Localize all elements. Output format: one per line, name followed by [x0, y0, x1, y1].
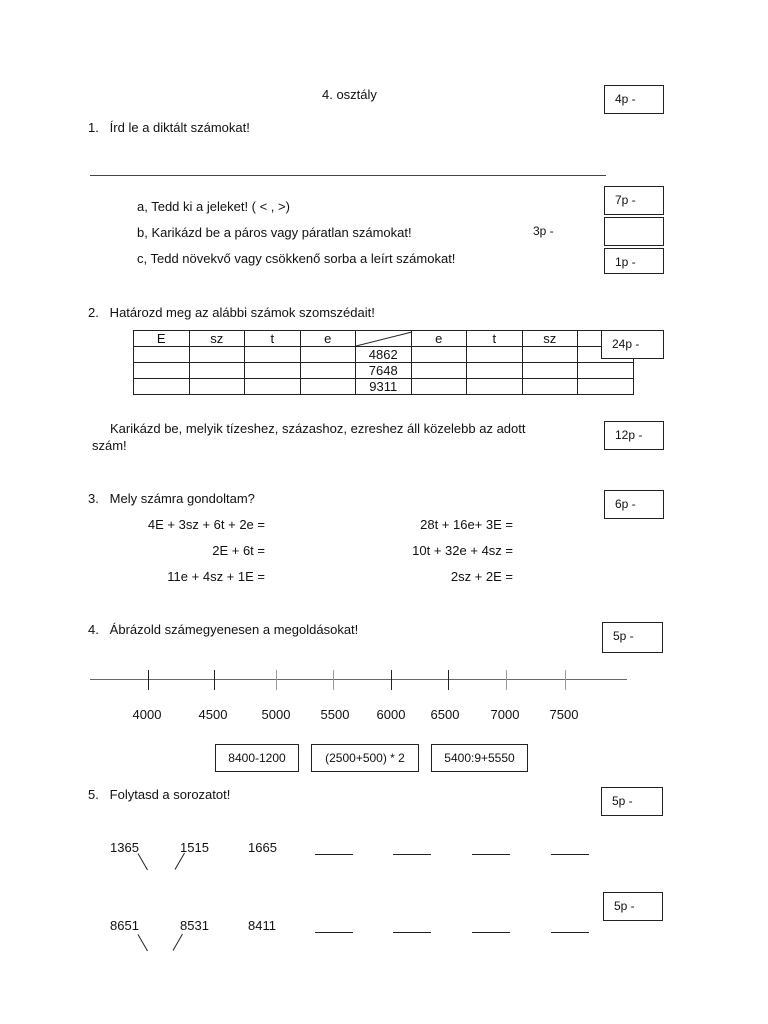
- expression-right-1: 28t + 16e+ 3E =: [420, 517, 513, 532]
- sequence-1-blank[interactable]: [315, 854, 353, 855]
- number-line-label: 4000: [132, 707, 162, 722]
- answer-cell[interactable]: [467, 379, 523, 395]
- score-box-1[interactable]: 4p -: [604, 85, 664, 114]
- tick-5500: [333, 670, 334, 690]
- sequence-2-term: 8411: [248, 918, 276, 933]
- sequence-2-arrow-right: [173, 934, 183, 951]
- sequence-1-blank[interactable]: [551, 854, 589, 855]
- number-line-label: 7000: [490, 707, 520, 722]
- task1-b: b, Karikázd be a páros vagy páratlan számokat!: [137, 225, 412, 240]
- answer-cell[interactable]: [578, 363, 634, 379]
- table-row: [134, 379, 634, 395]
- sequence-2-blank[interactable]: [315, 932, 353, 933]
- expression-right-2: 10t + 32e + 4sz =: [412, 543, 513, 558]
- answer-cell[interactable]: [189, 363, 245, 379]
- sequence-1-arrow-left: [138, 853, 148, 870]
- answer-cell[interactable]: [134, 363, 190, 379]
- number-line-axis: [90, 679, 627, 680]
- tick-4500: [214, 670, 215, 690]
- number-line-label: 4500: [198, 707, 228, 722]
- answer-cell[interactable]: [189, 347, 245, 363]
- neighbors-table: [133, 330, 634, 395]
- score-box-2[interactable]: 7p -: [604, 186, 664, 215]
- answer-cell[interactable]: [245, 363, 301, 379]
- sequence-2-blank[interactable]: [472, 932, 510, 933]
- sequence-1-term: 1665: [248, 840, 277, 855]
- table-header-cell: t: [245, 331, 301, 347]
- task1-c: c, Tedd növekvő vagy csökkenő sorba a leírt számokat!: [137, 251, 456, 266]
- table-header-cell: e: [300, 331, 356, 347]
- answer-cell[interactable]: [245, 347, 301, 363]
- dictation-answer-line[interactable]: [90, 175, 606, 176]
- answer-cell[interactable]: [134, 347, 190, 363]
- tick-7500: [565, 670, 566, 690]
- task1-a: a, Tedd ki a jeleket! ( < , >): [137, 199, 290, 214]
- expression-left-1: 4E + 3sz + 6t + 2e =: [147, 517, 265, 532]
- number-cell: 4862: [356, 347, 412, 363]
- sequence-1-arrow-right: [175, 853, 185, 870]
- sequence-1-blank[interactable]: [393, 854, 431, 855]
- tick-5000: [276, 670, 277, 690]
- score-box-8[interactable]: 5p -: [602, 622, 663, 653]
- answer-cell[interactable]: [411, 379, 467, 395]
- sequence-1-blank[interactable]: [472, 854, 510, 855]
- score-box-10[interactable]: 5p -: [603, 892, 663, 921]
- number-cell: 9311: [356, 379, 412, 395]
- table-header-row: [134, 331, 634, 347]
- expression-box-1[interactable]: 8400-1200: [215, 744, 299, 772]
- answer-cell[interactable]: [467, 363, 523, 379]
- sequence-1-term: 1515: [180, 840, 209, 855]
- number-line-label: 7500: [549, 707, 579, 722]
- tick-4000: [148, 670, 149, 690]
- number-line-label: 5000: [261, 707, 291, 722]
- score-box-4[interactable]: 1p -: [604, 248, 664, 274]
- number-line-label: 6000: [376, 707, 406, 722]
- score-box-7[interactable]: 6p -: [604, 490, 664, 519]
- score-box-3[interactable]: [604, 217, 664, 246]
- task5-title: 5. Folytasd a sorozatot!: [88, 787, 231, 802]
- answer-cell[interactable]: [300, 363, 356, 379]
- expression-left-3: 11e + 4sz + 1E =: [167, 569, 265, 584]
- task4-title: 4. Ábrázold számegyenesen a megoldásokat!: [88, 622, 359, 637]
- score-box-6[interactable]: 12p -: [604, 421, 664, 450]
- tick-6000: [391, 670, 392, 690]
- task1-b-points: 3p -: [533, 224, 554, 238]
- answer-cell[interactable]: [300, 347, 356, 363]
- table-header-cell: sz: [189, 331, 245, 347]
- table-header-cell: E: [134, 331, 190, 347]
- round-instruction-line1: Karikázd be, melyik tízeshez, százashoz, ezreshez áll közelebb az adott: [110, 421, 526, 436]
- tick-7000: [506, 670, 507, 690]
- table-header-cell: sz: [522, 331, 578, 347]
- task3-title: 3. Mely számra gondoltam?: [88, 491, 255, 506]
- table-row: [134, 347, 634, 363]
- task2-title: 2. Határozd meg az alábbi számok szomszédait!: [88, 305, 375, 320]
- number-line-label: 6500: [430, 707, 460, 722]
- page-title: 4. osztály: [322, 87, 377, 102]
- round-instruction-line2: szám!: [92, 438, 127, 453]
- answer-cell[interactable]: [522, 363, 578, 379]
- score-box-5[interactable]: 24p -: [601, 330, 664, 359]
- sequence-2-blank[interactable]: [393, 932, 431, 933]
- number-line[interactable]: [90, 670, 630, 694]
- number-cell: 7648: [356, 363, 412, 379]
- answer-cell[interactable]: [411, 347, 467, 363]
- table-header-cell: e: [411, 331, 467, 347]
- sequence-2-arrow-left: [138, 934, 148, 951]
- sequence-1-term: 1365: [110, 840, 139, 855]
- score-box-9[interactable]: 5p -: [601, 787, 663, 816]
- sequence-2-term: 8531: [180, 918, 209, 933]
- diagonal-line: [356, 331, 412, 347]
- answer-cell[interactable]: [522, 379, 578, 395]
- table-header-diagonal-cell: [356, 331, 412, 347]
- table-row: [134, 363, 634, 379]
- answer-cell[interactable]: [467, 347, 523, 363]
- answer-cell[interactable]: [578, 379, 634, 395]
- task1-title: 1. Írd le a diktált számokat!: [88, 120, 250, 135]
- answer-cell[interactable]: [300, 379, 356, 395]
- expression-left-2: 2E + 6t =: [212, 543, 265, 558]
- answer-cell[interactable]: [134, 379, 190, 395]
- tick-6500: [448, 670, 449, 690]
- expression-box-3[interactable]: 5400:9+5550: [431, 744, 528, 772]
- table-header-cell: t: [467, 331, 523, 347]
- answer-cell[interactable]: [189, 379, 245, 395]
- expression-right-3: 2sz + 2E =: [450, 569, 513, 584]
- number-line-label: 5500: [320, 707, 350, 722]
- expression-box-2[interactable]: (2500+500) * 2: [311, 744, 419, 772]
- answer-cell[interactable]: [522, 347, 578, 363]
- answer-cell[interactable]: [411, 363, 467, 379]
- sequence-2-blank[interactable]: [551, 932, 589, 933]
- sequence-2-term: 8651: [110, 918, 139, 933]
- answer-cell[interactable]: [245, 379, 301, 395]
